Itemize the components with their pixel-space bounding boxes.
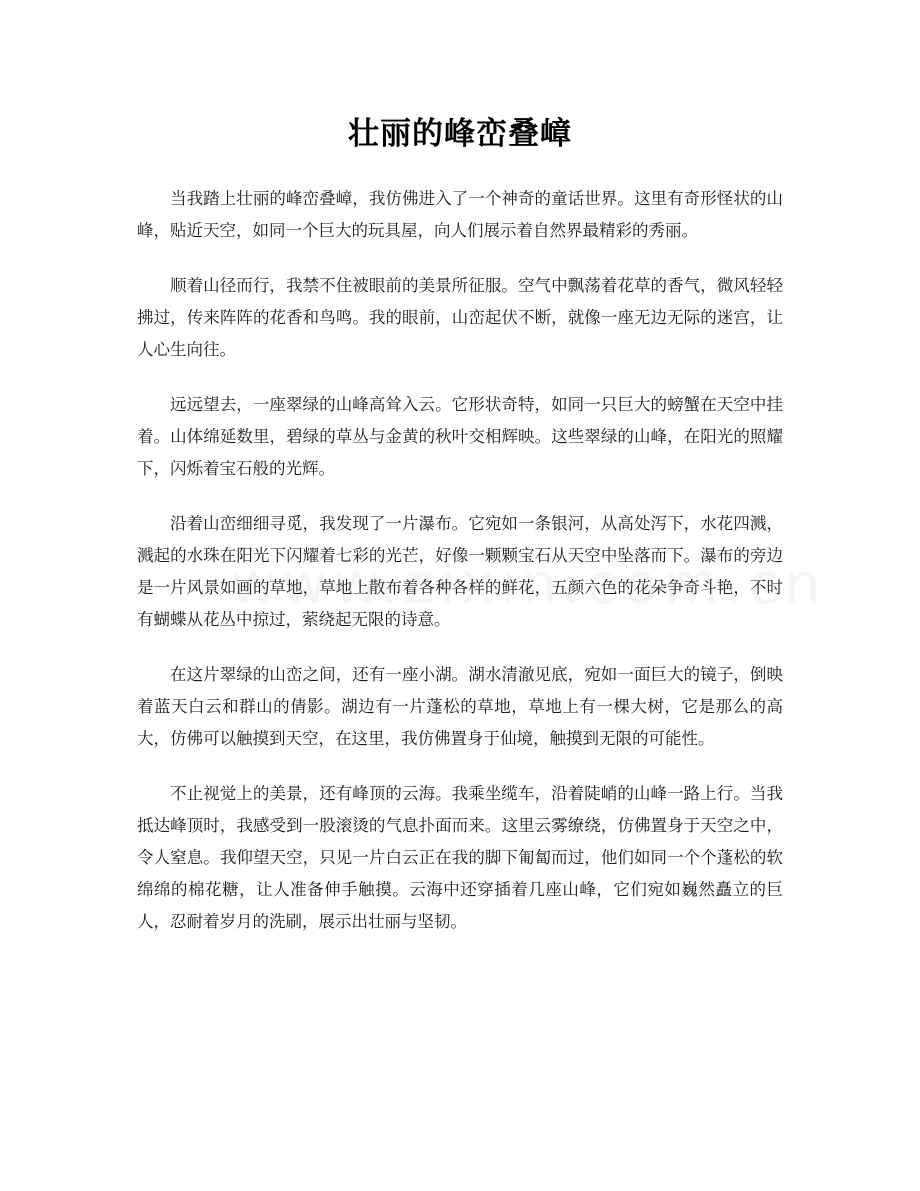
paragraph-3: 远远望去，一座翠绿的山峰高耸入云。它形状奇特，如同一只巨大的螃蟹在天空中挂着。山体绵延数里，碧绿的草丛与金黄的秋叶交相辉映。这些翠绿的山峰，在阳光的照耀下，闪烁着宝石般的光辉。 bbox=[137, 395, 783, 478]
paragraph-4: 沿着山峦细细寻觅，我发现了一片瀑布。它宛如一条银河，从高处泻下，水花四溅，溅起的水珠在阳光下闪耀着七彩的光芒，好像一颗颗宝石从天空中坠落而下。瀑布的旁边是一片风景如画的草地，草地上散布着各种各样的鲜花，五颜六色的花朵争奇斗艳，不时有蝴蝶从花丛中掠过，萦绕起无限的诗意。 bbox=[137, 514, 783, 629]
paragraph-6: 不止视觉上的美景，还有峰顶的云海。我乘坐缆车，沿着陡峭的山峰一路上行。当我抵达峰顶时，我感受到一股滚烫的气息扑面而来。这里云雾缭绕，仿佛置身于天空之中，令人窒息。我仰望天空，只见一片白云正在我的脚下匍匐而过，他们如同一个个蓬松的软绵绵的棉花糖，让人准备伸手触摸。云海中还穿插着几座山峰，它们宛如巍然矗立的巨人，忍耐着岁月的洗刷，展示出壮丽与坚韧。 bbox=[137, 784, 783, 931]
paragraph-1: 当我踏上壮丽的峰峦叠嶂，我仿佛进入了一个神奇的童话世界。这里有奇形怪状的山峰，贴近天空，如同一个巨大的玩具屋，向人们展示着自然界最精彩的秀丽。 bbox=[137, 189, 783, 240]
document-title: 壮丽的峰峦叠嶂 bbox=[348, 116, 572, 152]
paragraph-5: 在这片翠绿的山峦之间，还有一座小湖。湖水清澈见底，宛如一面巨大的镜子，倒映着蓝天白云和群山的倩影。湖边有一片蓬松的草地，草地上有一棵大树，它是那么的高大，仿佛可以触摸到天空，在这里，我仿佛置身于仙境，触摸到无限的可能性。 bbox=[137, 665, 783, 748]
paragraph-2: 顺着山径而行，我禁不住被眼前的美景所征服。空气中飘荡着花草的香气，微风轻轻拂过，传来阵阵的花香和鸟鸣。我的眼前，山峦起伏不断，就像一座无边无际的迷宫，让人心生向往。 bbox=[137, 276, 783, 359]
document-body bbox=[137, 183, 783, 961]
